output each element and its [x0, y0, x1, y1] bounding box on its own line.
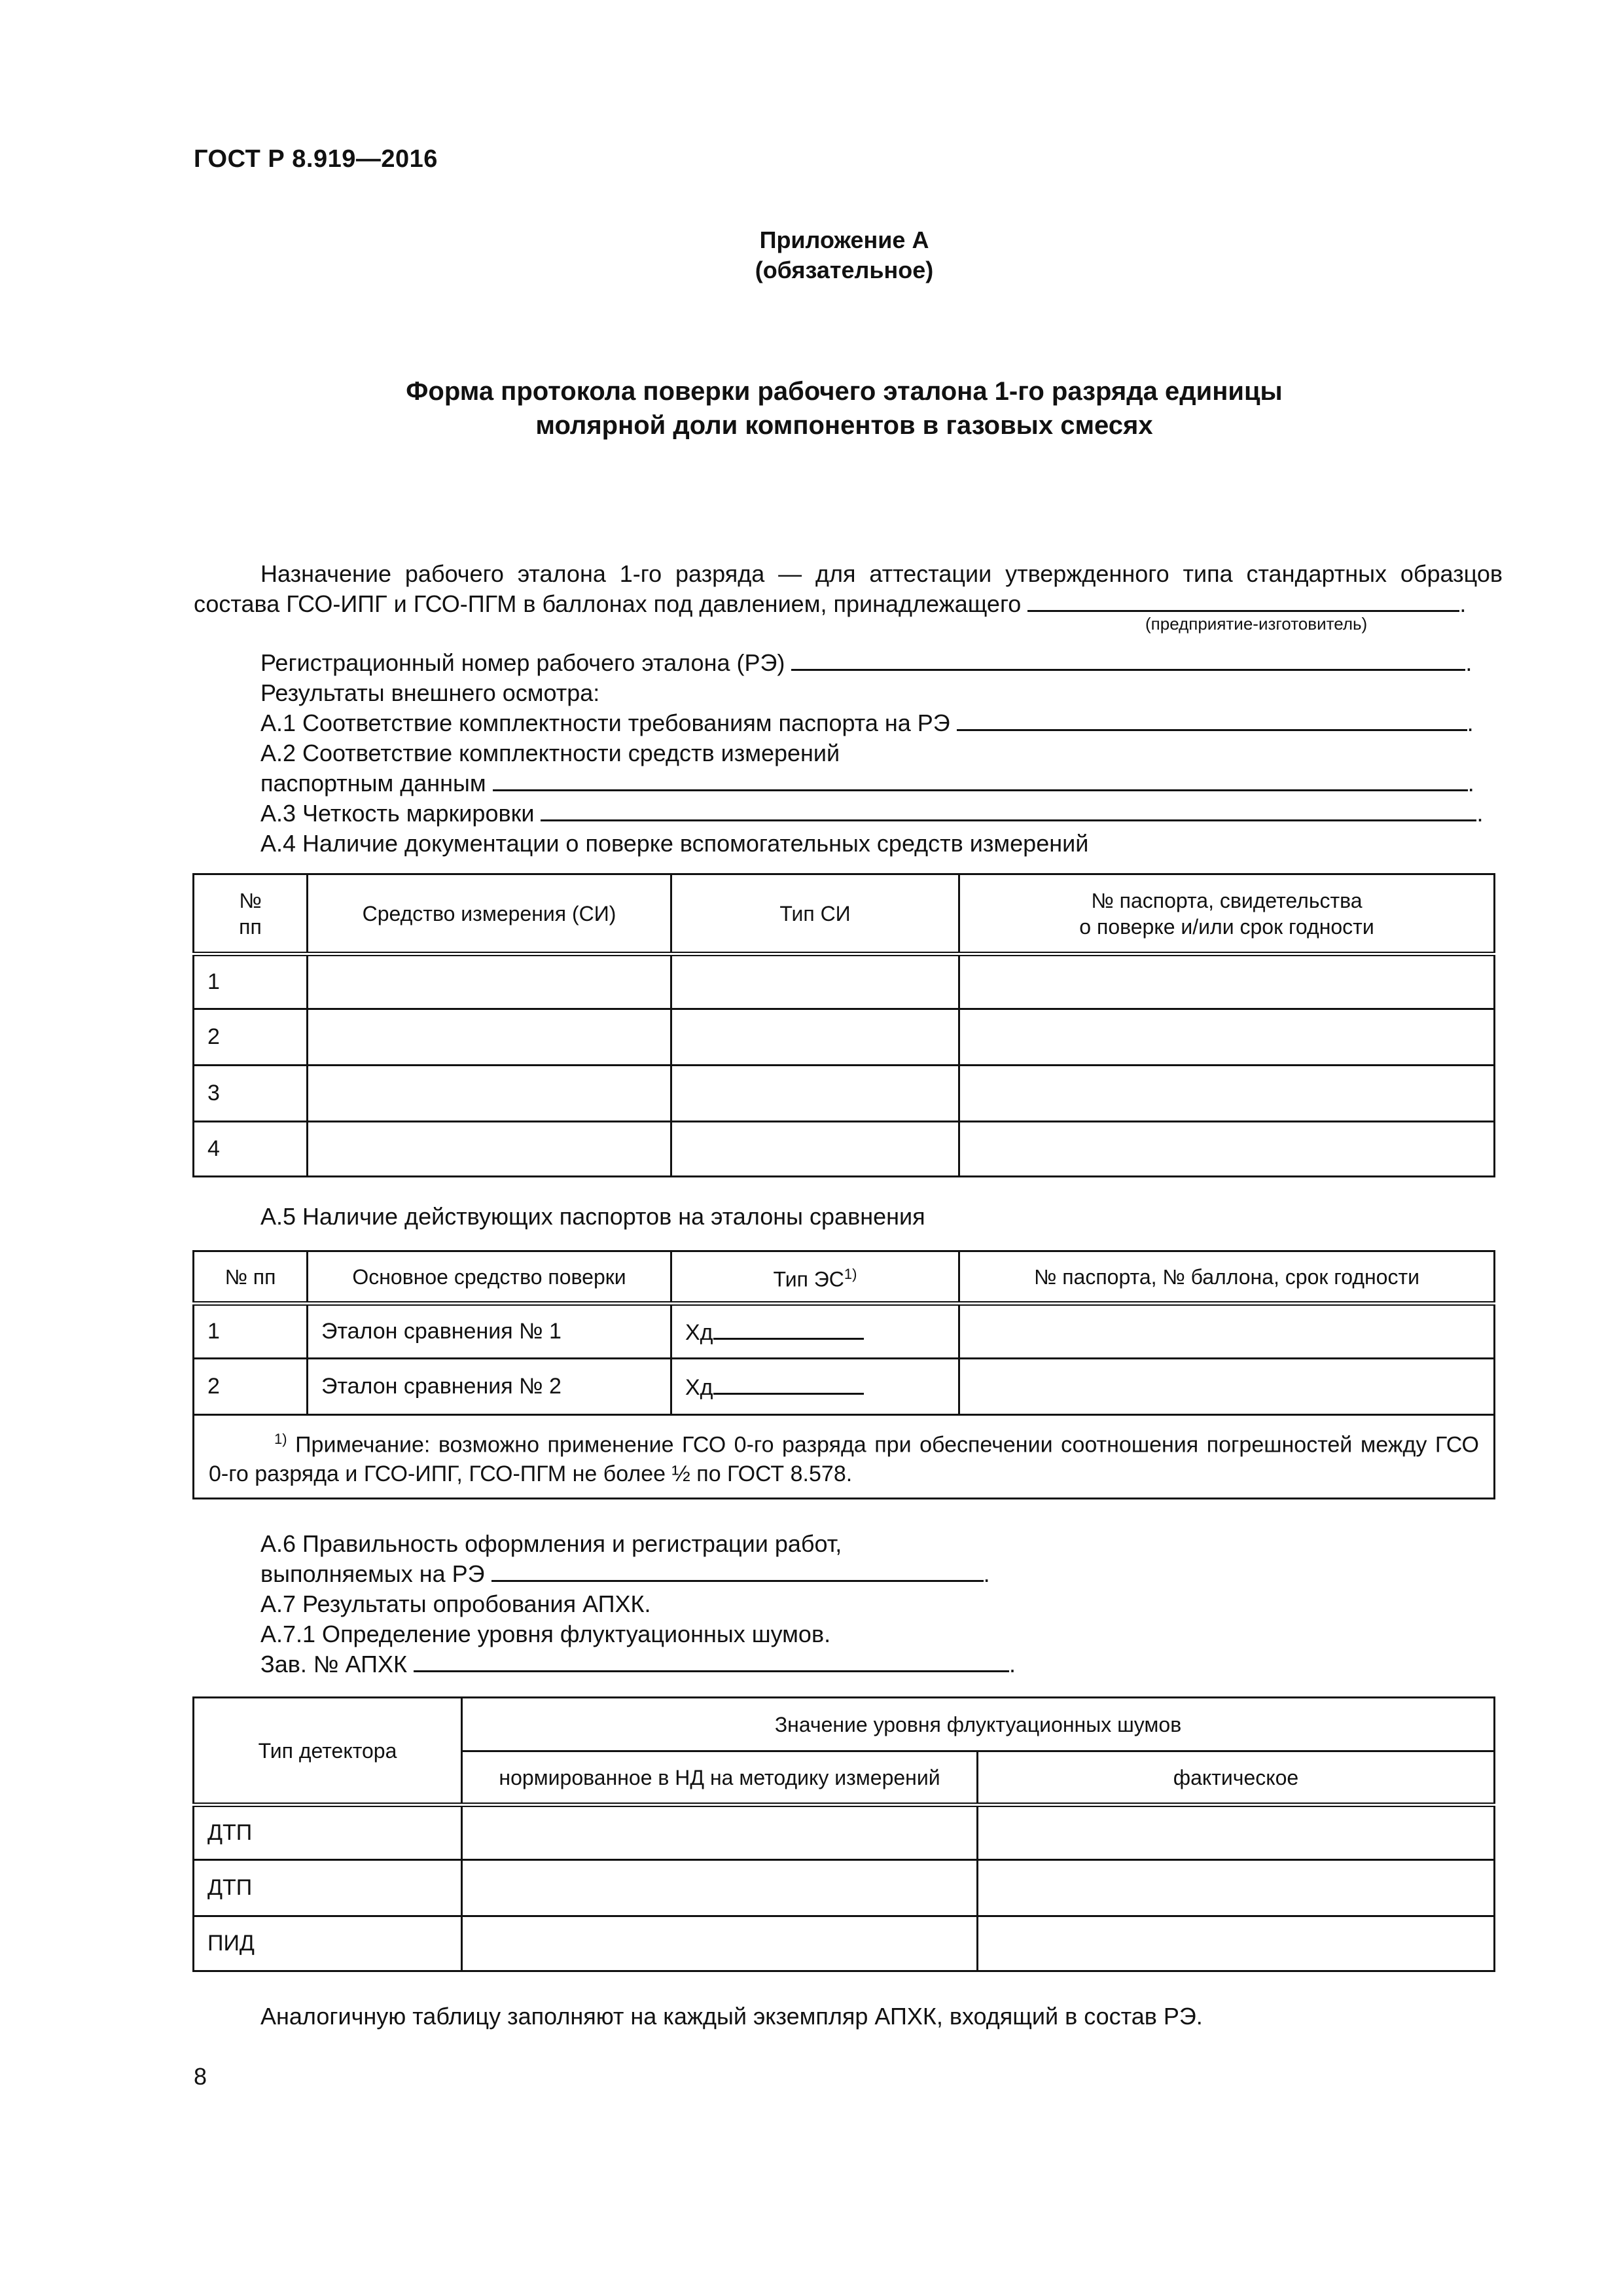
reference-standards-table [192, 1250, 1495, 1499]
owner-blank[interactable] [1027, 590, 1459, 612]
es-type-cell: Хд [671, 1359, 959, 1415]
normalized-cell[interactable] [462, 1860, 978, 1916]
type-cell[interactable] [671, 1122, 959, 1177]
noise-level-group-header: Значение уровня флуктуационных шумов [462, 1698, 1495, 1751]
passport-cell[interactable] [959, 1122, 1495, 1177]
passport-cell[interactable] [959, 1359, 1495, 1415]
a7-line: А.7 Результаты опробования АПХК. [260, 1590, 651, 1617]
col-type-header: Тип СИ [671, 874, 959, 954]
normalized-header: нормированное в НД на методику измерений [462, 1751, 978, 1805]
table-note-row [194, 1415, 1495, 1499]
aux-instruments-table [192, 873, 1495, 1177]
standard-name: Эталон сравнения № 1 [308, 1304, 671, 1359]
table-row [194, 1009, 1495, 1066]
passport-cell[interactable] [959, 1304, 1495, 1359]
table-row [194, 1122, 1495, 1177]
es-type-cell: Хд [671, 1304, 959, 1359]
table-row [194, 1860, 1495, 1916]
a6-line2: выполняемых на РЭ . [260, 1560, 990, 1587]
col-es-type-header: Тип ЭС$^{1)}$ [671, 1251, 959, 1304]
table-row [194, 1066, 1495, 1122]
row-number: 4 [194, 1122, 308, 1177]
table-header-row [194, 874, 1495, 954]
type-cell[interactable] [671, 954, 959, 1009]
actual-cell[interactable] [978, 1860, 1495, 1916]
passport-cell[interactable] [959, 1009, 1495, 1066]
a3-blank[interactable] [541, 800, 1476, 821]
table-row [194, 1916, 1495, 1971]
table-note: $^{1)}$ Примечание: возможно применение ГСО 0-го разряда при обеспечении соотношения погрешностей между ГСО 0-го разряда и ГСО-ИПГ, ГСО-ПГМ не более ½ по ГОСТ 8.578. [194, 1415, 1495, 1499]
table-row [194, 1304, 1495, 1359]
col-standard-header: Основное средство поверки [308, 1251, 671, 1304]
a2-line1: А.2 Соответствие комплектности средств измерений [260, 740, 840, 766]
table-row [194, 954, 1495, 1009]
a1-blank[interactable] [957, 709, 1467, 731]
a6-line1: А.6 Правильность оформления и регистрации работ, [260, 1530, 842, 1557]
detector-type: ДТП [194, 1805, 462, 1860]
appendix-heading [194, 225, 1495, 285]
serial-number-line: Зав. № АПХК . [260, 1651, 1016, 1677]
es-type-blank[interactable] [713, 1373, 864, 1395]
row-number: 1 [194, 1304, 308, 1359]
a6-blank[interactable] [491, 1560, 984, 1582]
owner-caption: (предприятие-изготовитель) [1145, 614, 1368, 634]
a4-line: А.4 Наличие документации о поверке вспомогательных средств измерений [260, 830, 1089, 857]
row-number: 3 [194, 1066, 308, 1122]
appendix-subtitle: (обязательное) [755, 257, 934, 283]
document-code: ГОСТ Р 8.919—2016 [194, 145, 438, 173]
detector-type-header: Тип детектора [194, 1698, 462, 1805]
col-instrument-header: Средство измерения (СИ) [308, 874, 671, 954]
normalized-cell[interactable] [462, 1916, 978, 1971]
row-number: 2 [194, 1359, 308, 1415]
row-number: 1 [194, 954, 308, 1009]
table-header-row [194, 1251, 1495, 1304]
detector-type: ПИД [194, 1916, 462, 1971]
detector-type: ДТП [194, 1860, 462, 1916]
col-number-header: № пп [194, 874, 308, 954]
instrument-cell[interactable] [308, 1122, 671, 1177]
type-cell[interactable] [671, 1066, 959, 1122]
form-title-line2: молярной доли компонентов в газовых смесях [535, 411, 1153, 440]
a71-line: А.7.1 Определение уровня флуктуационных шумов. [260, 1621, 831, 1647]
a2-blank[interactable] [493, 770, 1468, 791]
a5-line: А.5 Наличие действующих паспортов на эталоны сравнения [260, 1203, 925, 1230]
table-row [194, 1359, 1495, 1415]
normalized-cell[interactable] [462, 1805, 978, 1860]
a3-line: А.3 Четкость маркировки . [260, 800, 1484, 827]
a2-line2: паспортным данным . [260, 770, 1474, 797]
instrument-cell[interactable] [308, 1066, 671, 1122]
reg-number-line: Регистрационный номер рабочего эталона (РЭ) . [260, 649, 1472, 676]
instrument-cell[interactable] [308, 1009, 671, 1066]
noise-level-table [192, 1696, 1495, 1972]
actual-cell[interactable] [978, 1805, 1495, 1860]
a1-line: А.1 Соответствие комплектности требованиям паспорта на РЭ . [260, 709, 1474, 736]
instrument-cell[interactable] [308, 954, 671, 1009]
form-title [194, 374, 1495, 442]
standard-name: Эталон сравнения № 2 [308, 1359, 671, 1415]
external-inspection-label: Результаты внешнего осмотра: [260, 679, 600, 706]
reg-number-blank[interactable] [791, 649, 1465, 671]
col-number-header: № пп [194, 1251, 308, 1304]
serial-number-blank[interactable] [414, 1651, 1009, 1672]
actual-header: фактическое [978, 1751, 1495, 1805]
type-cell[interactable] [671, 1009, 959, 1066]
table-row [194, 1805, 1495, 1860]
footnote-marker: 1) [844, 1265, 857, 1282]
col-passport-header: № паспорта, свидетельства о поверке и/или срок годности [959, 874, 1495, 954]
actual-cell[interactable] [978, 1916, 1495, 1971]
row-number: 2 [194, 1009, 308, 1066]
footer-note: Аналогичную таблицу заполняют на каждый экземпляр АПХК, входящий в состав РЭ. [260, 2003, 1203, 2030]
table-header-row [194, 1698, 1495, 1751]
passport-cell[interactable] [959, 954, 1495, 1009]
es-type-blank[interactable] [713, 1318, 864, 1340]
col-passport-header: № паспорта, № баллона, срок годности [959, 1251, 1495, 1304]
passport-cell[interactable] [959, 1066, 1495, 1122]
appendix-title: Приложение А [759, 226, 929, 253]
intro-text: Назначение рабочего эталона 1-го разряда — для аттестации утвержденного типа стандартных образцов состава ГСО-ИПГ и ГСО-ПГМ в баллонах под давлением, принадлежащего [194, 560, 1503, 617]
intro-paragraph: Назначение рабочего эталона 1-го разряда — для аттестации утвержденного типа стандартных образцов состава ГСО-ИПГ и ГСО-ПГМ в баллонах под давлением, принадлежащего . [194, 560, 1503, 617]
page-number: 8 [194, 2063, 207, 2090]
form-title-line1: Форма протокола поверки рабочего эталона 1-го разряда единицы [406, 377, 1283, 406]
